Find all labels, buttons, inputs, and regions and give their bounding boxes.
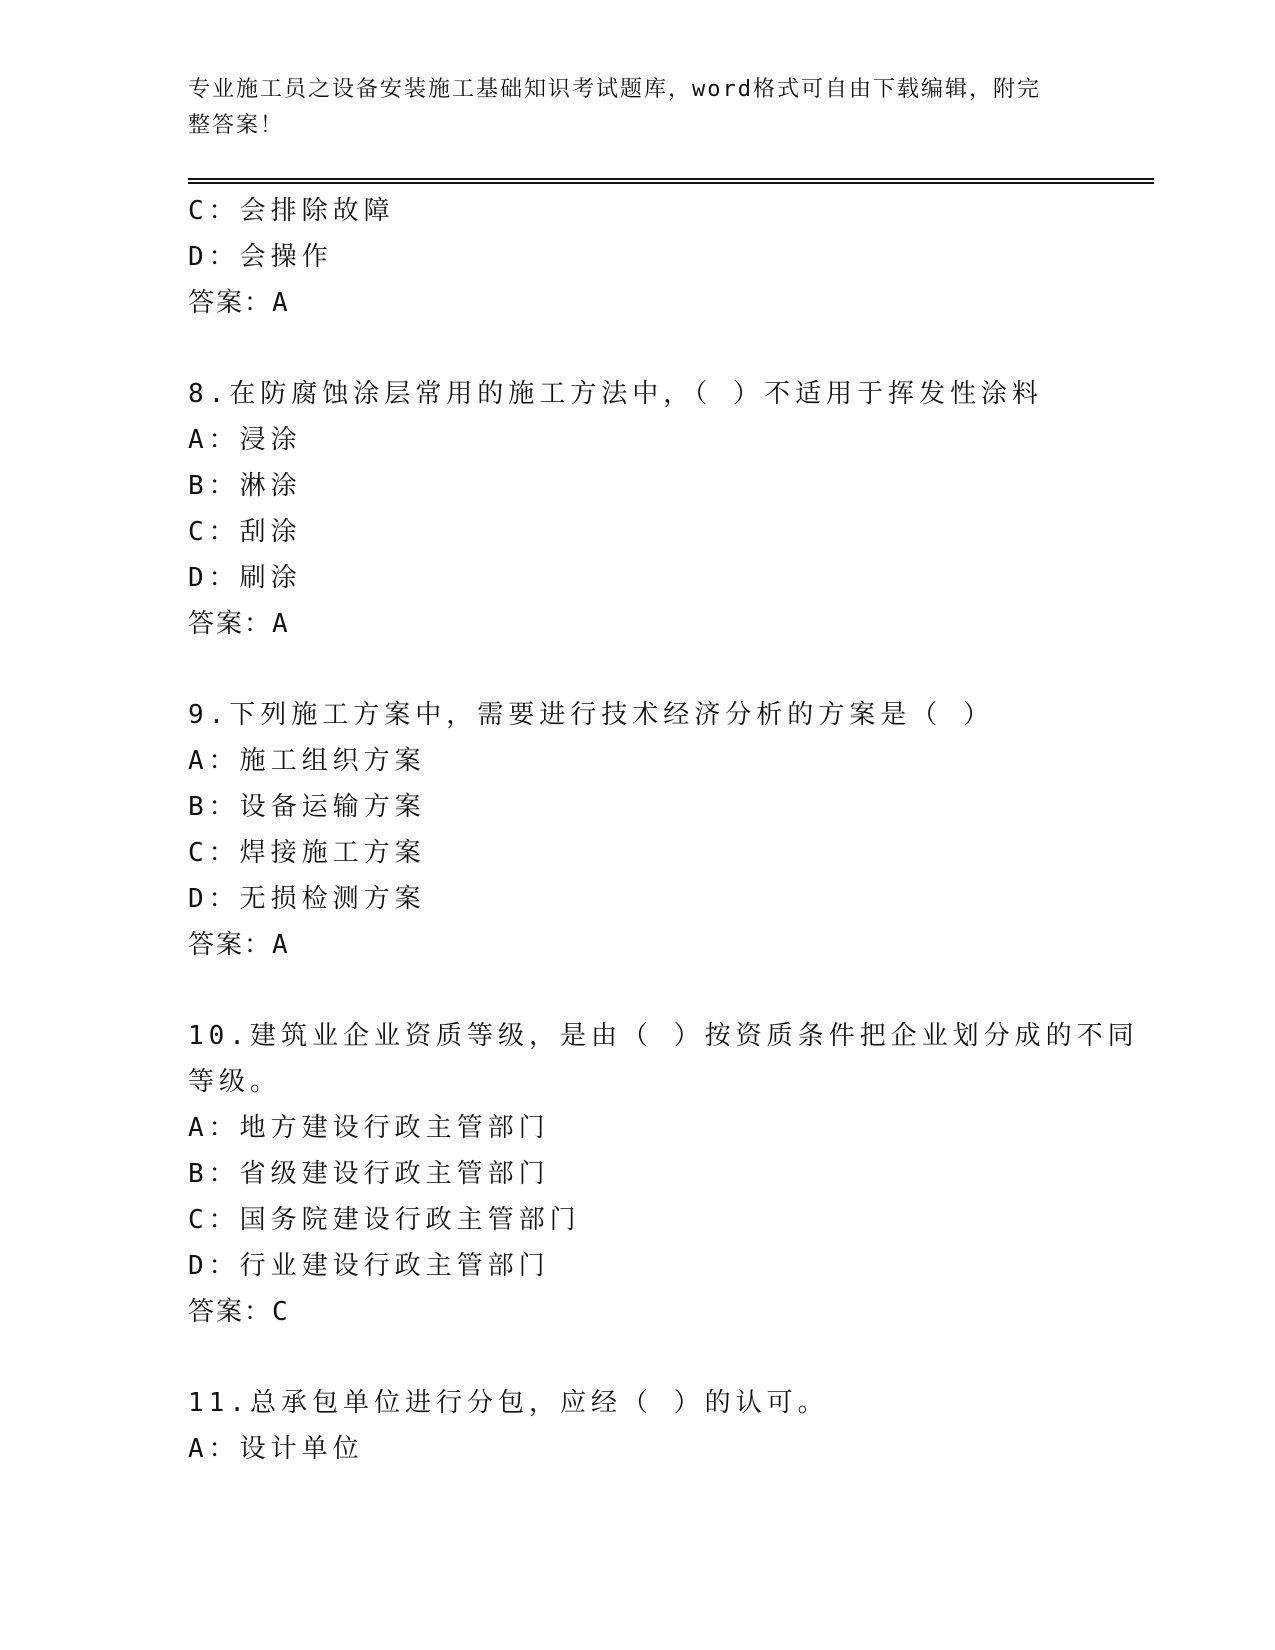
answer-value: A [272, 930, 288, 960]
answer-value: A [272, 609, 288, 639]
answer-value: A [272, 288, 288, 318]
header-divider-top [188, 178, 1154, 180]
question-text: 9.下列施工方案中，需要进行技术经济分析的方案是（ ） [188, 700, 994, 730]
answer-line [188, 922, 1088, 968]
option-c: C：焊接施工方案 [188, 838, 426, 868]
question-block-8 [188, 371, 1088, 647]
answer-label: 答案： [188, 930, 273, 960]
document-header [188, 72, 1068, 144]
answer-label: 答案： [188, 609, 273, 639]
question-content [188, 188, 1139, 1472]
answer-line [188, 280, 1088, 326]
question-block-prev [188, 188, 1088, 326]
spacer [188, 647, 1088, 692]
question-block-9 [188, 692, 1088, 968]
question-text-line-2: 等级。 [188, 1067, 282, 1097]
question-text-line-1: 10.建筑业企业资质等级，是由（ ）按资质条件把企业划分成的不同 [188, 1021, 1139, 1051]
option-b: B：省级建设行政主管部门 [188, 1159, 550, 1189]
header-line-1: 专业施工员之设备安装施工基础知识考试题库，word格式可自由下载编辑，附完 [188, 77, 1041, 102]
answer-line [188, 1289, 1088, 1335]
spacer [188, 968, 1088, 1013]
spacer [188, 1335, 1088, 1380]
option-d: D：刷涂 [188, 563, 302, 593]
answer-label: 答案： [188, 1297, 273, 1327]
answer-value: C [272, 1297, 288, 1327]
question-text: 11.总承包单位进行分包，应经（ ）的认可。 [188, 1388, 829, 1418]
option-a: A：地方建设行政主管部门 [188, 1113, 550, 1143]
option-a: A：施工组织方案 [188, 746, 426, 776]
option-b: B：设备运输方案 [188, 792, 426, 822]
option-d: D：无损检测方案 [188, 884, 426, 914]
question-block-10 [188, 1013, 1139, 1335]
option-d: D：会操作 [188, 242, 333, 272]
option-c: C：刮涂 [188, 517, 302, 547]
header-divider-bottom [188, 182, 1154, 184]
question-block-11 [188, 1380, 1088, 1472]
option-a: A：设计单位 [188, 1434, 364, 1464]
answer-label: 答案： [188, 288, 273, 318]
header-line-2: 整答案！ [188, 113, 285, 138]
spacer [188, 326, 1088, 371]
option-b: B：淋涂 [188, 471, 302, 501]
option-a: A：浸涂 [188, 425, 302, 455]
option-c: C：国务院建设行政主管部门 [188, 1205, 581, 1235]
option-c: C：会排除故障 [188, 196, 395, 226]
question-text: 8.在防腐蚀涂层常用的施工方法中，（ ）不适用于挥发性涂料 [188, 379, 1043, 409]
answer-line [188, 601, 1088, 647]
option-d: D：行业建设行政主管部门 [188, 1251, 550, 1281]
